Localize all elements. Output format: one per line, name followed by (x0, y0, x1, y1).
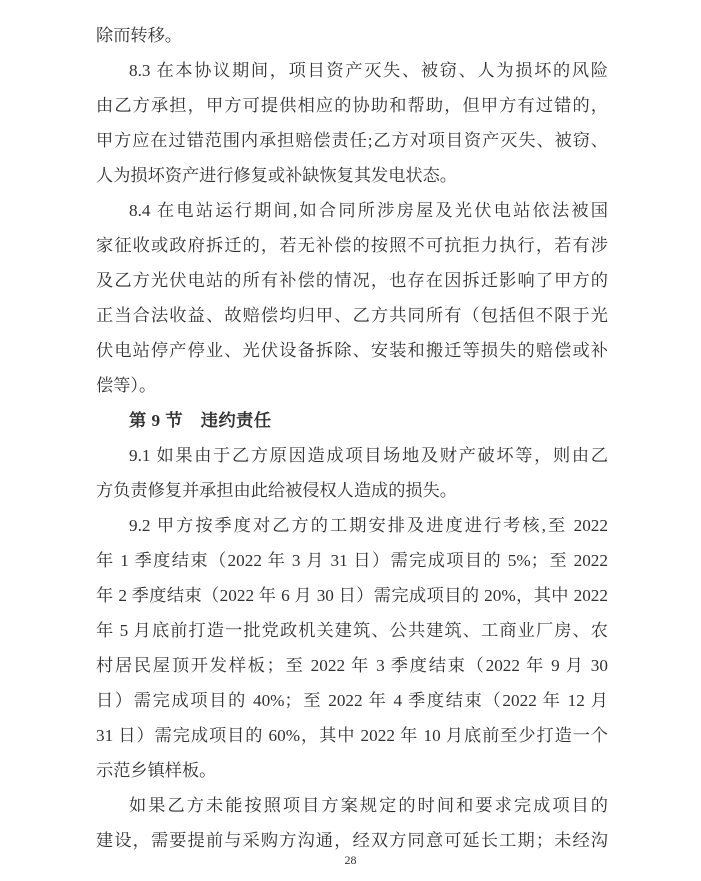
paragraph (96, 18, 608, 53)
text-line: 年 2 季度结束（2022 年 6 月 30 日）需完成项目的 20%，其中 2022 (96, 586, 608, 605)
text-line: 第 9 节 违约责任 (129, 411, 272, 430)
text-line: 除而转移。 (96, 26, 182, 45)
text-line: 8.3 在本协议期间，项目资产灭失、被窃、人为损坏的风险 (129, 61, 608, 80)
paragraph (96, 788, 608, 858)
text-line: 伏电站停产停业、光伏设备拆除、安装和搬迁等损失的赔偿或补 (96, 341, 608, 360)
text-line: 人为损坏资产进行修复或补缺恢复其发电状态。 (96, 166, 457, 185)
text-line: 9.2 甲方按季度对乙方的工期安排及进度进行考核,至 2022 (129, 516, 608, 535)
text-line: 偿等）。 (96, 376, 157, 395)
document-body (96, 18, 608, 858)
text-line: 31 日）需完成项目的 60%，其中 2022 年 10 月底前至少打造一个 (96, 726, 608, 745)
text-line: 日）需完成项目的 40%；至 2022 年 4 季度结束（2022 年 12 月 (96, 691, 608, 710)
paragraph (96, 53, 608, 193)
text-line: 如果乙方未能按照项目方案规定的时间和要求完成项目的 (129, 796, 608, 815)
text-line: 建设，需要提前与采购方沟通，经双方同意可延长工期；未经沟 (96, 831, 608, 850)
text-line: 甲方应在过错范围内承担赔偿责任;乙方对项目资产灭失、被窃、 (96, 131, 608, 150)
paragraph (96, 438, 608, 508)
text-line: 家征收或政府拆迁的，若无补偿的按照不可抗拒力执行，若有涉 (96, 236, 608, 255)
text-line: 年 5 月底前打造一批党政机关建筑、公共建筑、工商业厂房、农 (96, 621, 608, 640)
text-line: 方负责修复并承担由此给被侵权人造成的损失。 (96, 481, 457, 500)
text-line: 8.4 在电站运行期间,如合同所涉房屋及光伏电站依法被国 (129, 201, 608, 220)
text-line: 村居民屋顶开发样板；至 2022 年 3 季度结束（2022 年 9 月 30 (96, 656, 608, 675)
text-line: 由乙方承担，甲方可提供相应的协助和帮助，但甲方有过错的， (96, 96, 608, 115)
paragraph (96, 508, 608, 788)
text-line: 示范乡镇样板。 (96, 761, 217, 780)
text-line: 正当合法收益、故赔偿均归甲、乙方共同所有（包括但不限于光 (96, 306, 608, 325)
text-line: 及乙方光伏电站的所有补偿的情况，也存在因拆迁影响了甲方的 (96, 271, 608, 290)
text-line: 9.1 如果由于乙方原因造成项目场地及财产破坏等，则由乙 (129, 446, 608, 465)
page-number: 28 (344, 853, 357, 867)
text-line: 年 1 季度结束（2022 年 3 月 31 日）需完成项目的 5%；至 2022 (96, 551, 608, 570)
section-heading (96, 403, 608, 438)
paragraph (96, 193, 608, 403)
